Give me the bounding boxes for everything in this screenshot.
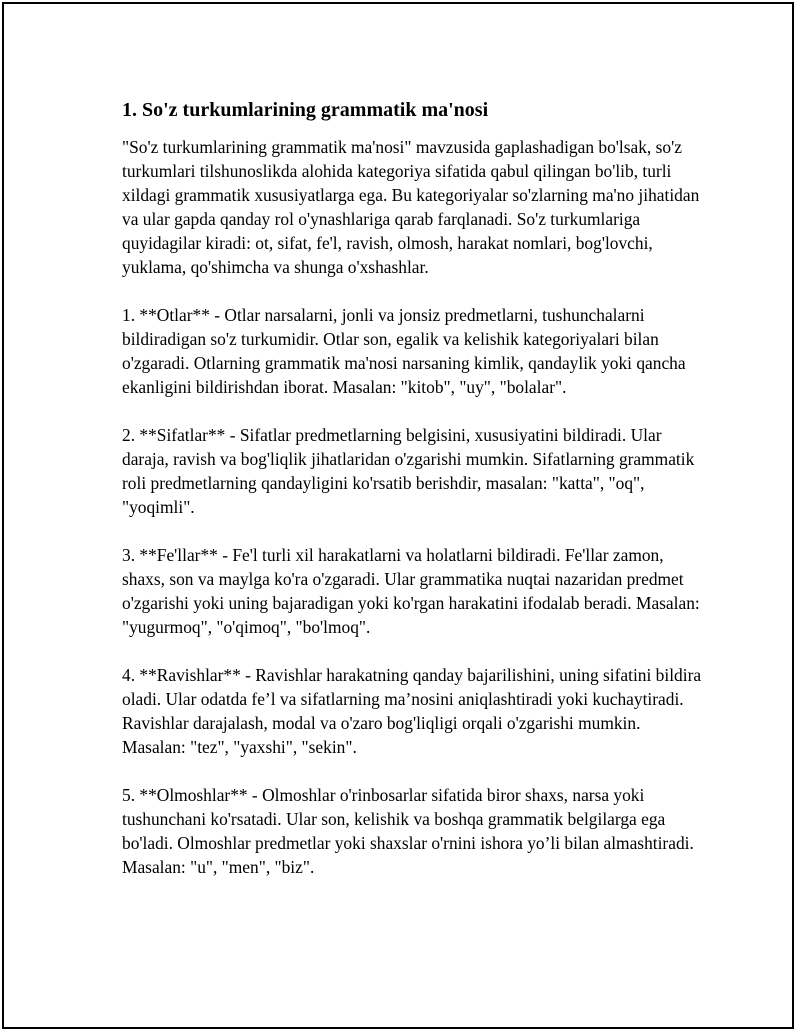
paragraph-fellar: 3. **Fe'llar** - Fe'l turli xil harakatlarni va holatlarni bildiradi. Fe'llar zamon, shaxs, son va maylga ko'ra o'zgaradi. Ular grammatika nuqtai nazaridan predmet o'zgarishi yoki uning bajaradigan yoki ko'rgan harakatini ifodalab beradi. Masalan: "yugurmoq", "o'qimoq", "bo'lmoq".	[122, 545, 700, 637]
document-heading: 1. So'z turkumlarining grammatik ma'nosi	[122, 99, 489, 121]
paragraph-otlar: 1. **Otlar** - Otlar narsalarni, jonli va jonsiz predmetlarni, tushunchalarni bildiradigan so'z turkumidir. Otlar son, egalik va kelishik kategoriyalari bilan o'zgaradi. Otlarning grammatik ma'nosi narsaning kimlik, qandaylik yoki qancha ekanligini bildirishdan iborat. Masalan: "kitob", "uy", "bolalar".	[122, 305, 686, 397]
page-frame	[2, 2, 794, 1029]
paragraph-ravishlar: 4. **Ravishlar** - Ravishlar harakatning qanday bajarilishini, uning sifatini bildira oladi. Ular odatda fe’l va sifatlarning ma’nosini aniqlashtiradi yoki kuchaytiradi. Ravishlar darajalash, modal va o'zaro bog'liqligi orqali o'zgarishi mumkin. Masalan: "tez", "yaxshi", "sekin".	[122, 665, 702, 757]
paragraph-sifatlar: 2. **Sifatlar** - Sifatlar predmetlarning belgisini, xususiyatini bildiradi. Ular daraja, ravish va bog'liqlik jihatlaridan o'zgarishi mumkin. Sifatlarning grammatik roli predmetlarning qandayligini ko'rsatib berishdir, masalan: "katta", "oq", "yoqimli".	[122, 425, 695, 517]
document-body	[122, 94, 702, 903]
intro-paragraph: "So'z turkumlarining grammatik ma'nosi" mavzusida gaplashadigan bo'lsak, so'z turkumlari tilshunoslikda alohida kategoriya sifatida qabul qilingan bo'lib, turli xildagi grammatik xususiyatlarga ega. Bu kategoriyalar so'zlarning ma'no jihatidan va ular gapda qanday rol o'ynashlariga qarab farqlanadi. So'z turkumlariga quyidagilar kiradi: ot, sifat, fe'l, ravish, olmosh, harakat nomlari, bog'lovchi, yuklama, qo'shimcha va shunga o'xshashlar.	[122, 137, 700, 277]
paragraph-olmoshlar: 5. **Olmoshlar** - Olmoshlar o'rinbosarlar sifatida biror shaxs, narsa yoki tushunchani ko'rsatadi. Ular son, kelishik va boshqa grammatik belgilarga ega bo'ladi. Olmoshlar predmetlar yoki shaxslar o'rnini ishora yo’li bilan almashtiradi. Masalan: "u", "men", "biz".	[122, 785, 694, 877]
